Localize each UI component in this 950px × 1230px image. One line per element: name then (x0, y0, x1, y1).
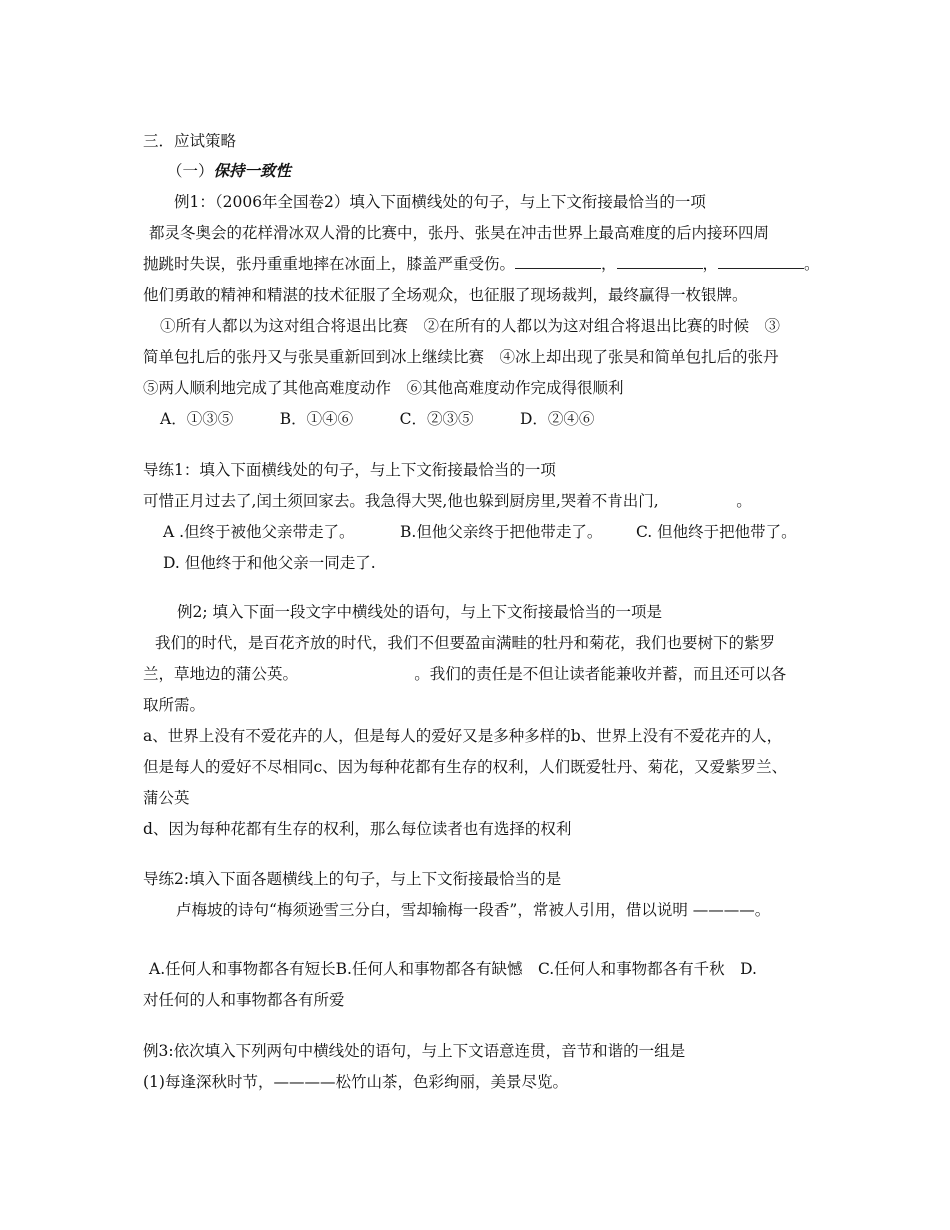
example-3-intro: 例3:依次填入下列两句中横线处的语句，与上下文语意连贯，音节和谐的一组是 (143, 1042, 686, 1060)
answer-blank-2 (617, 254, 703, 269)
answer-blank-3 (718, 254, 804, 269)
separator: ， (601, 255, 617, 273)
section-heading: 三．应试策略 (143, 132, 237, 150)
practice-1-title: 导练1：填入下面横线处的句子，与上下文衔接最恰当的一项 (143, 461, 556, 479)
separator: ， (702, 255, 719, 273)
subsection-heading (167, 160, 291, 182)
practice-2-text: 卢梅坡的诗句“梅须逊雪三分白，雪却输梅一段香”，常被人引用，借以说明 ————。 (176, 901, 771, 919)
subsection-title: 保持一致性 (213, 161, 292, 180)
practice-1-text: 可惜正月过去了,闰土须回家去。我急得大哭,他也躲到厨房里,哭着不肯出门, 。 (143, 492, 752, 510)
example-2-options-line-4: d、因为每种花都有生存的权利，那么每位读者也有选择的权利 (143, 820, 572, 838)
example-1-passage-text: 抛跳时失误，张丹重重地摔在冰面上，膝盖严重受伤。 (143, 255, 516, 273)
example-2-options-line-3: 蒲公英 (143, 789, 190, 807)
practice-2-options-line-2: 对任何的人和事物都各有所爱 (143, 991, 345, 1009)
example-2-passage-line-1: 我们的时代，是百花齐放的时代，我们不但要盈亩满畦的牡丹和菊花，我们也要树下的紫罗 (155, 634, 776, 652)
example-2-options-line-1: a、世界上没有不爱花卉的人，但是每人的爱好又是多种多样的b、世界上没有不爱花卉的人， (143, 727, 783, 745)
subsection-prefix: （一） (167, 162, 214, 180)
example-2-options-line-2: 但是每人的爱好不尽相同c、因为每种花都有生存的权利，人们既爱牡丹、菊花，又爱紫罗兰、 (143, 758, 788, 776)
example-1-passage-line-3: 他们勇敢的精神和精湛的技术征服了全场观众，也征服了现场裁判，最终赢得一枚银牌。 (143, 286, 748, 304)
example-1-answer-choices: A．①③⑤ B．①④⑥ C．②③⑤ D．②④⑥ (160, 410, 595, 428)
example-2-passage-line-2: 兰，草地边的蒲公英。 。我们的责任是不但让读者能兼收并蓄，而且还可以各 (143, 665, 787, 683)
practice-1-option-c: C. 但他终于把他带了。 (636, 523, 797, 541)
answer-blank-1 (515, 254, 601, 269)
example-2-intro: 例2; 填入下面一段文字中横线处的语句，与上下文衔接最恰当的一项是 (177, 603, 663, 621)
period: 。 (804, 255, 820, 273)
practice-1-option-d: D. 但他终于和他父亲一同走了. (163, 554, 376, 572)
example-3-sentence-1: (1)每逢深秋时节，————松竹山茶，色彩绚丽，美景尽览。 (143, 1073, 568, 1091)
example-2-passage-line-3: 取所需。 (143, 696, 206, 714)
practice-1-option-b: B.但他父亲终于把他带走了。 (400, 523, 603, 541)
example-1-options-line-3: ⑤两人顺利地完成了其他高难度动作 ⑥其他高难度动作完成得很顺利 (143, 379, 624, 397)
example-1-passage-line-1: 都灵冬奥会的花样滑冰双人滑的比赛中，张丹、张昊在冲击世界上最高难度的后内接环四周 (149, 224, 770, 242)
practice-2-options-line-1: A.任何人和事物都各有短长B.任何人和事物都各有缺憾 C.任何人和事物都各有千秋 D. (149, 960, 757, 978)
practice-2-title: 导练2:填入下面各题横线上的句子，与上下文衔接最恰当的是 (143, 870, 562, 888)
example-1-passage-line-2 (143, 253, 820, 275)
example-1-options-line-1: ①所有人都以为这对组合将退出比赛 ②在所有的人都以为这对组合将退出比赛的时候 ③ (160, 317, 781, 335)
example-1-intro: 例1：（2006年全国卷2）填入下面横线处的句子，与上下文衔接最恰当的一项 (174, 193, 706, 211)
practice-1-option-a: A .但终于被他父亲带走了。 (163, 523, 355, 541)
example-1-options-line-2: 简单包扎后的张丹又与张昊重新回到冰上继续比赛 ④冰上却出现了张昊和简单包扎后的张丹 (143, 348, 779, 366)
